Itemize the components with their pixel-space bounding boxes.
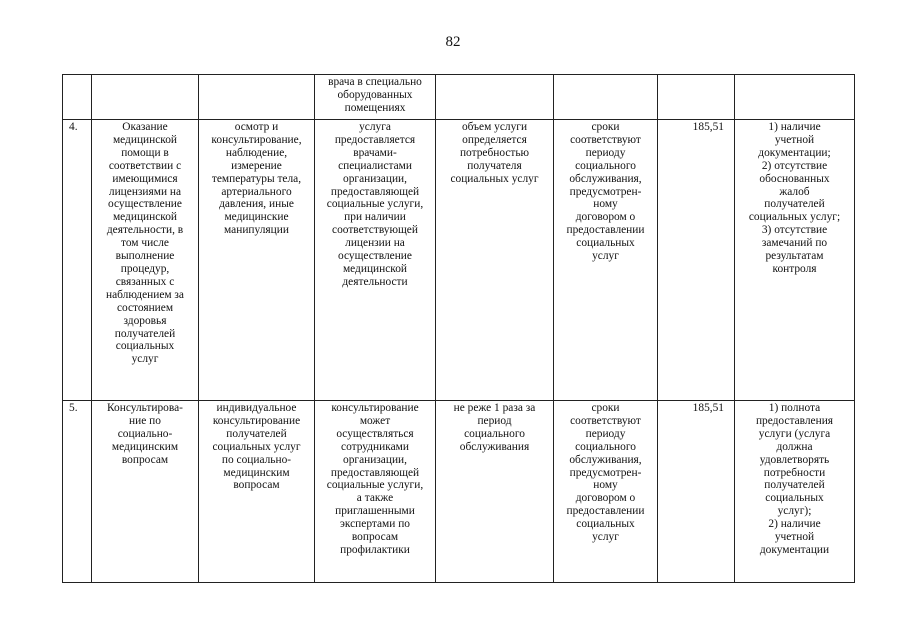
service-content-cell: индивидуальное консультирование получателей социальных услуг по социально- медицинским вопросам — [199, 401, 315, 583]
service-quality-cell: 1) наличие учетной документации; 2) отсутствие обоснованных жалоб получателей социальных услуг; 3) отсутствие замечаний по результатам контроля — [735, 120, 855, 401]
service-deadline-cell: сроки соответствуют периоду социального обслуживания, предусмотрен- ному договором о предоставлении социальных услуг — [554, 120, 658, 401]
service-quality-cell — [735, 75, 855, 120]
row-number-cell: 5. — [63, 401, 92, 583]
service-price-cell: 185,51 — [658, 401, 735, 583]
table-row — [63, 120, 855, 401]
service-volume-cell: не реже 1 раза за период социального обслуживания — [436, 401, 554, 583]
service-volume-cell: объем услуги определяется потребностью получателя социальных услуг — [436, 120, 554, 401]
service-content-cell — [199, 75, 315, 120]
service-description-cell: врача в специально оборудованных помещениях — [315, 75, 436, 120]
service-quality-cell: 1) полнота предоставления услуги (услуга должна удовлетворять потребности получателей социальных услуг); 2) наличие учетной документации — [735, 401, 855, 583]
service-deadline-cell: сроки соответствуют периоду социального обслуживания, предусмотрен- ному договором о предоставлении социальных услуг — [554, 401, 658, 583]
table-row — [63, 401, 855, 583]
service-name-cell — [92, 75, 199, 120]
services-table — [62, 74, 855, 583]
service-description-cell: консультирование может осуществляться сотрудниками организации, предоставляющей социальные услуги, а также приглашенными экспертами по вопросам профилактики — [315, 401, 436, 583]
service-content-cell: осмотр и консультирование, наблюдение, измерение температуры тела, артериального давления, иные медицинские манипуляции — [199, 120, 315, 401]
page-number: 82 — [445, 34, 461, 50]
service-deadline-cell — [554, 75, 658, 120]
service-name-cell: Оказание медицинской помощи в соответствии с имеющимися лицензиями на осуществление медицинской деятельности, в том числе выполнение процедур, связанных с наблюдением за состоянием здоровья получателей социальных услуг — [92, 120, 199, 401]
table-row — [63, 75, 855, 120]
row-number-cell: 4. — [63, 120, 92, 401]
service-price-cell — [658, 75, 735, 120]
service-description-cell: услуга предоставляется врачами- специалистами организации, предоставляющей социальные услуги, при наличии соответствующей лицензии на осуществление медицинской деятельности — [315, 120, 436, 401]
service-name-cell: Консультирова- ние по социально- медицинским вопросам — [92, 401, 199, 583]
service-volume-cell — [436, 75, 554, 120]
service-price-cell: 185,51 — [658, 120, 735, 401]
row-number-cell — [63, 75, 92, 120]
